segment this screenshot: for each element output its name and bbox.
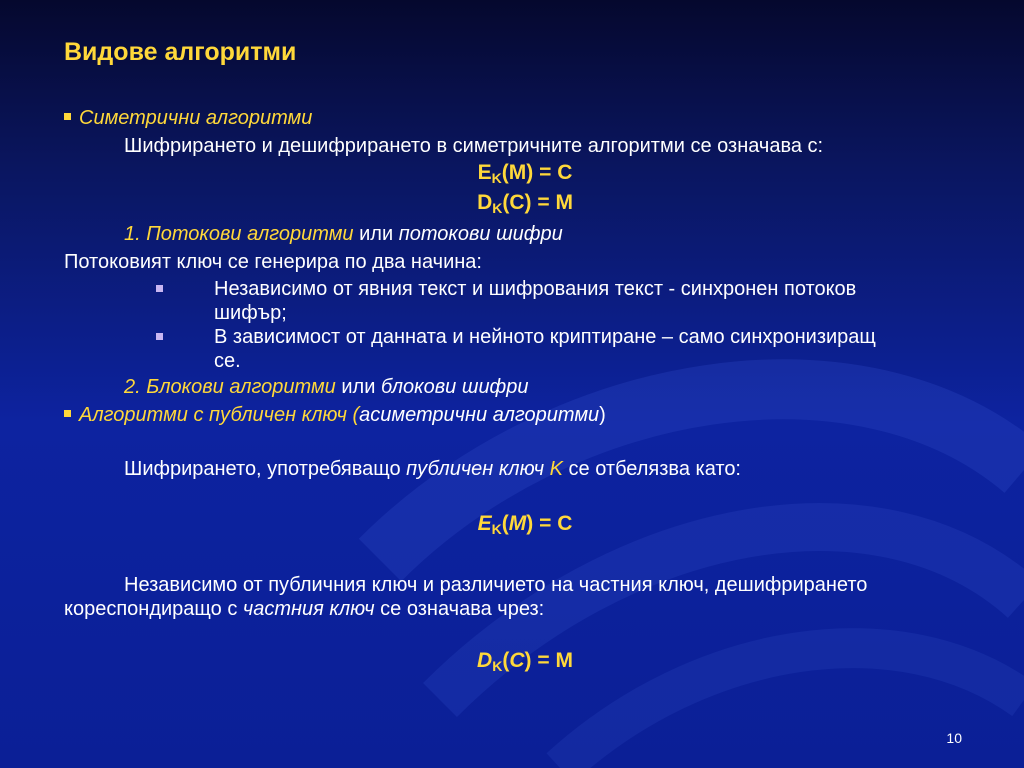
formula-decrypt [375,191,675,216]
formula-public-encrypt [375,512,675,537]
bullet-item-sync [214,277,856,325]
stream-or: или [353,223,399,245]
formula-open-paren: ( [502,649,510,672]
formula-letter: E [477,512,492,535]
block-or: или [335,376,381,398]
block-algorithms-label: 2. Блокови алгоритми [124,376,336,398]
formula-letter: D [477,191,493,214]
public-key-label: Алгоритми с публичен ключ ( [79,404,360,426]
bullet-item-line: шифър; [214,302,287,324]
bullet-item-line: В зависимост от данната и нейното криптиране – само синхронизиращ [214,326,876,348]
formula-rest: (M) = C [501,161,573,184]
formula-ciphertext: C [509,649,525,672]
page-number: 10 [946,730,962,746]
formula-message: M [508,512,527,535]
public-key-close-paren: ) [599,404,606,426]
private-key-term: частния ключ [242,598,375,620]
bullet-square-icon [64,113,71,120]
decryption-line2 [64,597,867,621]
formula-rest: ) = M [524,649,573,672]
block-algorithms-line [124,375,529,399]
bullet-item-self-sync [214,325,876,373]
stream-algorithms-label: 1. Потокови алгоритми [124,223,354,245]
formula-letter: E [477,161,492,184]
section-symmetric [64,106,312,130]
public-key-term: публичен ключ [406,458,545,480]
public-key-symbol: K [549,458,563,480]
stream-algorithms-line [124,222,563,246]
public-encryption-description [124,457,741,481]
formula-rest: ) = C [526,512,573,535]
decryption-description [64,573,867,621]
formula-rest: (C) = M [502,191,573,214]
decryption-text: кореспондиращо с [64,598,243,620]
formula-subscript: K [492,658,503,674]
stream-ciphers-label: потокови шифри [398,223,563,245]
bullet-square-icon [156,285,163,292]
symmetric-description: Шифрирането и дешифрирането в симетричните алгоритми се означава с: [124,135,824,157]
asymmetric-label: асиметрични алгоритми [359,404,600,426]
bullet-square-icon [156,333,163,340]
bullet-item-line: се. [214,350,241,372]
section-symmetric-label: Симетрични алгоритми [79,107,313,129]
decryption-text-end: се означава чрез: [374,598,545,620]
formula-letter: D [477,649,493,672]
formula-subscript: K [492,200,503,216]
bullet-item-line: Независимо от явния текст и шифрования текст - синхронен потоков [214,278,857,300]
formula-subscript: K [491,521,502,537]
public-enc-text-end: се отбелязва като: [562,458,741,480]
slide-title: Видове алгоритми [64,38,297,66]
bullet-square-icon [64,410,71,417]
decryption-line1: Независимо от публичния ключ и различието на частния ключ, дешифрирането [124,574,868,596]
formula-private-decrypt [375,649,675,674]
public-enc-text: Шифрирането, употребяващо [124,458,407,480]
section-public-key [64,403,606,427]
formula-open-paren: ( [501,512,509,535]
block-ciphers-label: блокови шифри [380,376,529,398]
formula-subscript: K [491,170,502,186]
formula-encrypt [375,161,675,186]
keystream-description: Потоковият ключ се генерира по два начина: [64,251,482,273]
